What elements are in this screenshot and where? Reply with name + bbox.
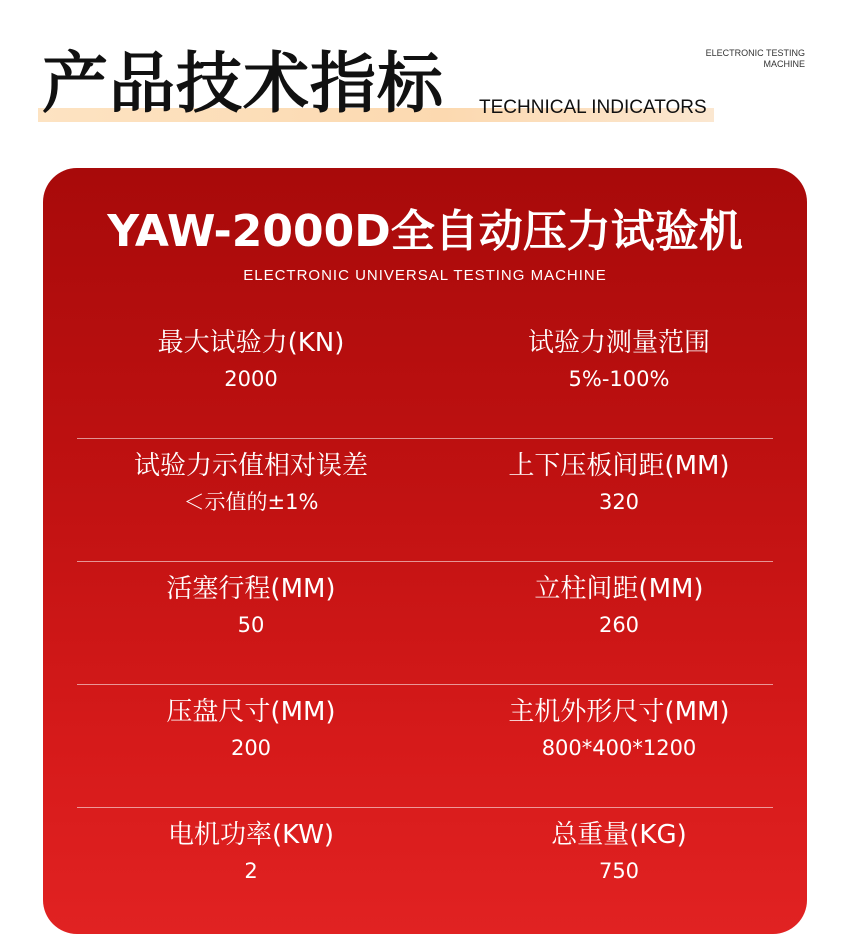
spec-value: 750	[598, 859, 640, 883]
spec-value: 800*400*1200	[541, 736, 697, 760]
spec-row	[77, 808, 773, 930]
spec-item	[71, 326, 431, 394]
spec-value: 200	[230, 736, 272, 760]
page-subtitle: TECHNICAL INDICATORS	[479, 97, 707, 118]
corner-note	[685, 48, 805, 70]
spec-label: 电机功率(KW)	[167, 820, 335, 850]
spec-row	[77, 439, 773, 562]
spec-value: 2	[244, 859, 258, 883]
spec-grid	[77, 316, 773, 930]
spec-label: 上下压板间距(MM)	[508, 451, 730, 481]
spec-label: 试验力示值相对误差	[133, 451, 368, 481]
product-subtitle: ELECTRONIC UNIVERSAL TESTING MACHINE	[243, 267, 607, 284]
spec-value: 2000	[224, 367, 278, 391]
spec-value: 50	[237, 613, 265, 637]
spec-value: 5%-100%	[568, 367, 670, 391]
spec-item	[439, 572, 799, 640]
spec-item	[71, 818, 431, 886]
corner-note-line1: ELECTRONIC TESTING	[705, 48, 805, 58]
corner-note-line2: MACHINE	[763, 59, 805, 69]
spec-item	[71, 572, 431, 640]
spec-label: 总重量(KG)	[551, 820, 687, 850]
spec-card	[43, 168, 807, 934]
spec-value: 320	[598, 490, 640, 514]
spec-value: 260	[598, 613, 640, 637]
product-title: YAW-2000D全自动压力试验机	[107, 206, 743, 257]
spec-item	[71, 449, 431, 517]
spec-item	[71, 695, 431, 763]
spec-item	[439, 326, 799, 394]
spec-row	[77, 316, 773, 439]
spec-item	[439, 818, 799, 886]
spec-label: 立柱间距(MM)	[534, 574, 704, 604]
spec-label: 最大试验力(KN)	[157, 328, 345, 358]
spec-label: 试验力测量范围	[527, 328, 710, 358]
spec-value: ＜示值的±1%	[183, 490, 319, 514]
spec-label: 活塞行程(MM)	[166, 574, 336, 604]
spec-item	[439, 695, 799, 763]
spec-item	[439, 449, 799, 517]
spec-label: 压盘尺寸(MM)	[166, 697, 336, 727]
spec-row	[77, 685, 773, 808]
page-header	[0, 0, 850, 150]
page-title: 产品技术指标	[42, 45, 444, 122]
spec-label: 主机外形尺寸(MM)	[508, 697, 730, 727]
spec-row	[77, 562, 773, 685]
